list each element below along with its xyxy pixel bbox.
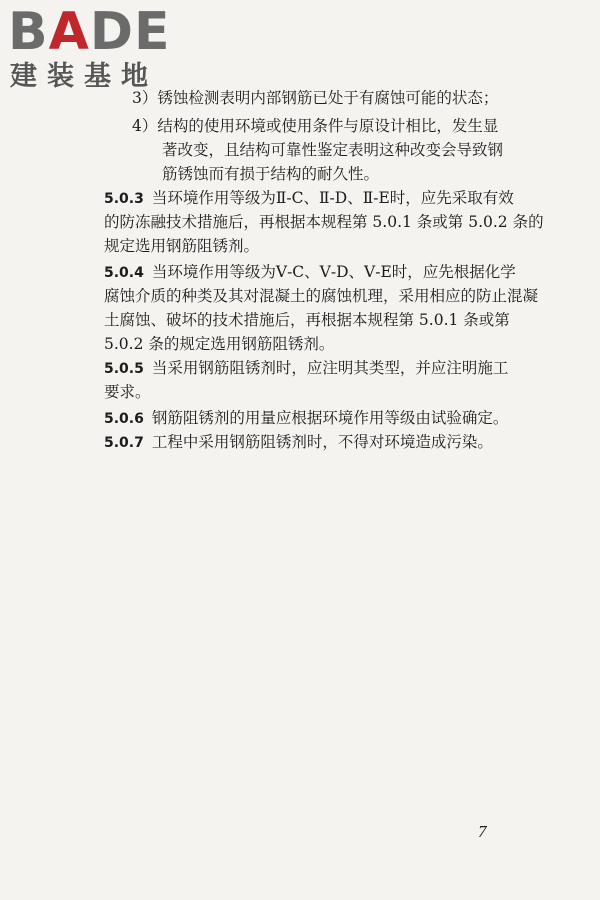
logo-highlight-letter: A	[48, 2, 90, 62]
clause-5-0-5-line-1: 5.0.5 当采用钢筋阻锈剂时，应注明其类型，并应注明施工	[104, 359, 509, 377]
clause-5-0-5-line-2: 要求。	[104, 383, 151, 401]
list-item-4-line-2: 著改变，且结构可靠性鉴定表明这种改变会导致钢	[162, 141, 504, 159]
page-number: 7	[478, 822, 487, 841]
clause-5-0-3-line-3: 规定选用钢筋阻锈剂。	[104, 237, 260, 255]
list-item-4-line-1: 4）结构的使用环境或使用条件与原设计相比，发生显	[132, 117, 499, 135]
list-item-3: 3）锈蚀检测表明内部钢筋已处于有腐蚀可能的状态；	[132, 89, 499, 107]
clause-number: 5.0.4	[104, 265, 144, 281]
clause-5-0-3-line-2: 的防冻融技术措施后，再根据本规程第 5.0.1 条或第 5.0.2 条的	[104, 213, 544, 231]
clause-5-0-7-line-1: 5.0.7 工程中采用钢筋阻锈剂时，不得对环境造成污染。	[104, 433, 493, 451]
clause-5-0-4-line-4: 5.0.2 条的规定选用钢筋阻锈剂。	[104, 335, 335, 353]
clause-5-0-4-line-2: 腐蚀介质的种类及其对混凝土的腐蚀机理，采用相应的防止混凝	[104, 287, 539, 305]
list-item-4-line-3: 筋锈蚀而有损于结构的耐久性。	[162, 165, 380, 183]
logo-chinese-text: 建装基地	[10, 61, 158, 92]
clause-5-0-4-line-1: 5.0.4 当环境作用等级为Ⅴ-C、Ⅴ-D、Ⅴ-E时，应先根据化学	[104, 263, 516, 281]
clause-5-0-4-line-3: 土腐蚀、破坏的技术措施后，再根据本规程第 5.0.1 条或第	[104, 311, 510, 329]
clause-5-0-3-line-1: 5.0.3 当环境作用等级为Ⅱ-C、Ⅱ-D、Ⅱ-E时，应先采取有效	[104, 189, 514, 207]
clause-number: 5.0.7	[104, 435, 144, 451]
clause-number: 5.0.5	[104, 361, 144, 377]
logo-latin-text: BADE	[8, 2, 171, 62]
clause-5-0-6-line-1: 5.0.6 钢筋阻锈剂的用量应根据环境作用等级由试验确定。	[104, 409, 509, 427]
clause-number: 5.0.3	[104, 191, 144, 207]
clause-number: 5.0.6	[104, 411, 144, 427]
